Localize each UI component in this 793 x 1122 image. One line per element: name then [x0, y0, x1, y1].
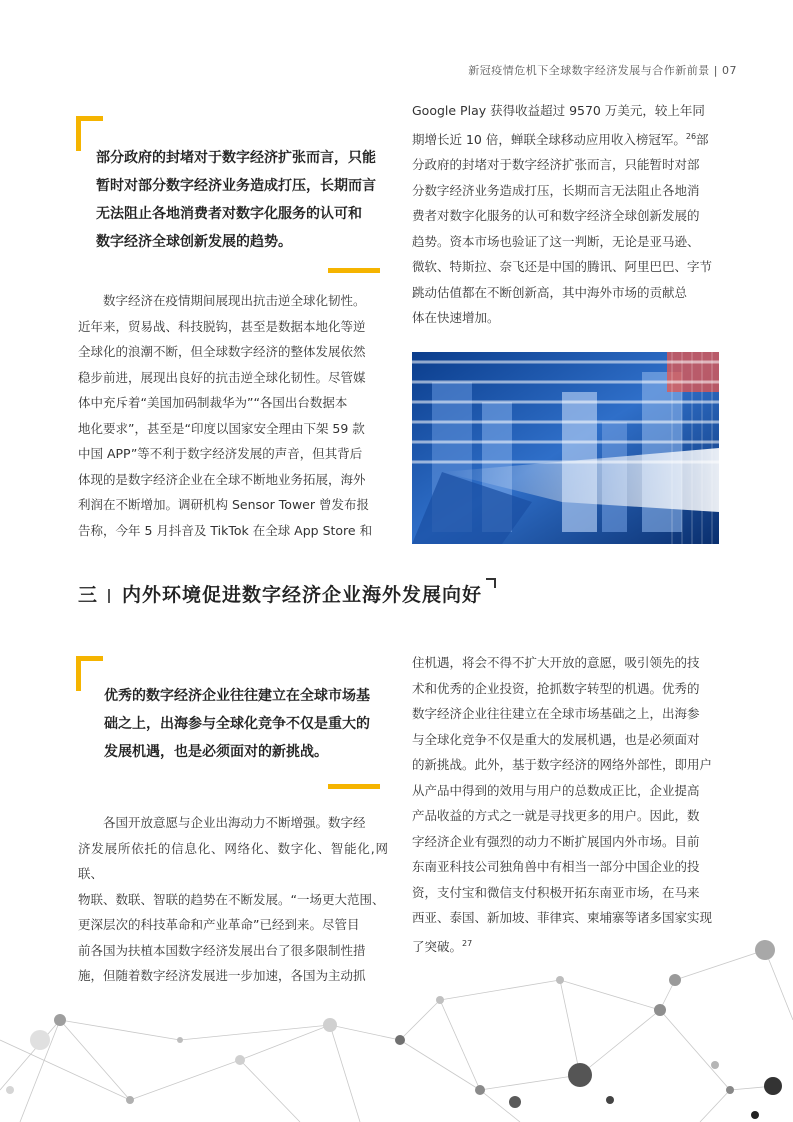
section-heading	[78, 580, 496, 607]
footnote-ref[interactable]: 26	[685, 131, 697, 141]
quote-bracket-top-left	[76, 656, 103, 691]
corner-mark-icon	[486, 578, 496, 588]
text-line: 近年来，贸易战、科技脱钩，甚至是数据本地化等逆	[78, 318, 366, 334]
text-line: 数字经济在疫情期间展现出抗击逆全球化韧性。	[103, 293, 366, 308]
text-line: 与全球化竞争不仅是重大的发展机遇，也是必须面对	[412, 731, 700, 747]
section-divider	[108, 589, 110, 603]
text-line: 趋势。资本市场也验证了这一判断，无论是亚马逊、	[412, 233, 700, 249]
quote-bracket-bottom-right	[328, 268, 380, 273]
text-line: 从产品中得到的效用与用户的总数成正比，企业提高	[412, 782, 700, 798]
quote-line: 优秀的数字经济企业往往建立在全球市场基	[104, 688, 370, 704]
running-header: 新冠疫情危机下全球数字经济发展与合作新前景 | 07	[468, 64, 737, 77]
quote-line: 暂时对部分数字经济业务造成打压，长期而言	[96, 178, 376, 194]
text-line: 中国 APP”等不利于数字经济发展的声音，但其背后	[78, 446, 363, 461]
section-number: 三	[78, 584, 99, 606]
footnote-ref[interactable]: 27	[462, 938, 473, 948]
text-line: 稳步前进，展现出良好的抗击逆全球化韧性。尽管媒	[78, 369, 366, 385]
quote-line: 发展机遇，也是必须面对的新挑战。	[104, 744, 328, 760]
text-line: 分数字经济业务造成打压，长期而言无法阻止各地消	[412, 182, 700, 198]
text-line: 地化要求”，甚至是“印度以国家安全理由下架 59 款	[78, 420, 365, 436]
text-line: 体中充斥着“美国加码制裁华为”“各国出台数据本	[78, 395, 348, 410]
text-line: 分政府的封堵对于数字经济扩张而言，只能暂时对部	[412, 157, 700, 173]
city-skyline-photo	[412, 352, 719, 544]
text-line: 产品收益的方式之一就是寻找更多的用户。因此，数	[412, 808, 700, 823]
text-line: 施，但随着数字经济发展进一步加速，各国为主动抓	[78, 968, 366, 983]
body-paragraph-right-1	[412, 98, 722, 331]
section-title-text: 内外环境促进数字经济企业海外发展向好	[122, 584, 483, 606]
text-line: Google Play 获得收益超过 9570 万美元，较上年同	[412, 103, 705, 118]
text-line: 西亚、泰国、新加坡、菲律宾、柬埔寨等诸多国家实现	[412, 910, 713, 925]
pull-quote-2	[104, 682, 388, 766]
quote-line: 无法阻止各地消费者对数字化服务的认可和	[96, 206, 362, 222]
text-line: 更深层次的科技革命和产业革命”已经到来。尽管目	[78, 917, 360, 932]
quote-bracket-bottom-right	[328, 784, 380, 789]
text-line: 资，支付宝和微信支付积极开拓东南亚市场，在马来	[412, 884, 700, 900]
body-paragraph-left-1	[78, 288, 388, 543]
text-line: 前各国为扶植本国数字经济发展出台了很多限制性措	[78, 942, 366, 958]
text-line: 费者对数字化服务的认可和数字经济全球创新发展的	[412, 208, 700, 224]
text-line: 全球化的浪潮不断，但全球数字经济的整体发展依然	[78, 344, 366, 359]
pull-quote-1	[96, 144, 386, 256]
text-line: 期增长近 10 倍，蝉联全球移动应用收入榜冠军。$^{26}$部	[412, 131, 709, 147]
text-line: 各国开放意愿与企业出海动力不断增强。数字经	[103, 815, 366, 830]
text-line: 东南亚科技公司独角兽中有相当一部分中国企业的投	[412, 859, 700, 874]
text-line: 体现的是数字经济企业在全球不断地业务拓展，海外	[78, 471, 366, 487]
quote-line: 数字经济全球创新发展的趋势。	[96, 234, 292, 250]
text-line: 的新挑战。此外，基于数字经济的网络外部性，即用户	[412, 757, 713, 772]
network-decoration	[0, 860, 793, 1122]
text-line: 字经济企业有强烈的动力不断扩展国内外市场。目前	[412, 833, 700, 849]
text-line: 济发展所依托的信息化、网络化、数字化、智能化,网联、	[78, 840, 388, 881]
text-line: 体在快速增加。	[412, 310, 500, 326]
text-line: 跳动估值都在不断创新高，其中海外市场的贡献总	[412, 284, 688, 300]
text-line: 术和优秀的企业投资，抢抓数字转型的机遇。优秀的	[412, 680, 700, 696]
text-line: 了突破。$^{27}$	[412, 938, 473, 954]
text-line: 数字经济企业往往建立在全球市场基础之上，出海参	[412, 706, 700, 721]
text-line: 告称，今年 5 月抖音及 TikTok 在全球 App Store 和	[78, 522, 373, 538]
text-line: 微软、特斯拉、奈飞还是中国的腾讯、阿里巴巴、字节	[412, 259, 713, 275]
quote-line: 部分政府的封堵对于数字经济扩张而言，只能	[96, 150, 376, 166]
quote-line: 础之上，出海参与全球化竞争不仅是重大的	[104, 716, 370, 732]
text-line: 住机遇，将会不得不扩大开放的意愿，吸引领先的技	[412, 655, 700, 670]
text-line: 物联、数联、智联的趋势在不断发展。“一场更大范围、	[78, 891, 385, 907]
text-line: 利润在不断增加。调研机构 Sensor Tower 曾发布报	[78, 497, 369, 512]
